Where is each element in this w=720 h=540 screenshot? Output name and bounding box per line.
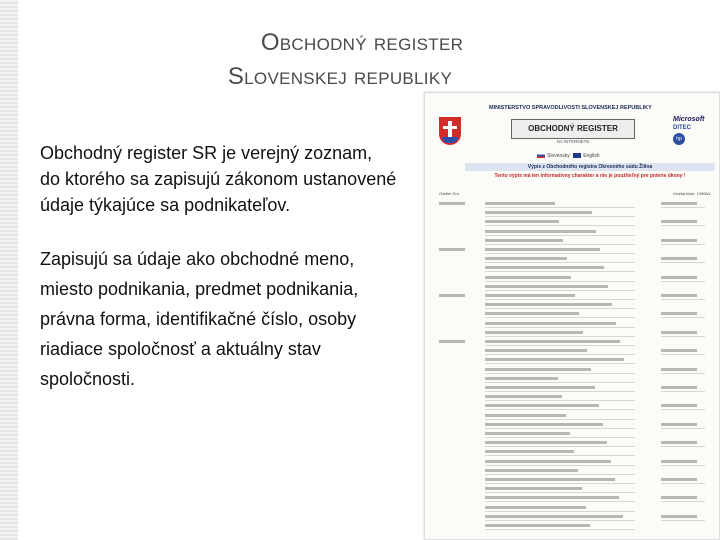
doc-scan-line — [485, 459, 635, 466]
doc-scan-line — [485, 219, 635, 226]
doc-scan-line — [485, 495, 635, 502]
doc-scan-line — [485, 321, 635, 328]
doc-scan-line — [485, 256, 635, 263]
doc-scan-date — [661, 348, 705, 355]
doc-scan-date — [661, 219, 705, 226]
hp-logo: hp — [673, 133, 685, 145]
register-extract-image — [424, 92, 720, 540]
doc-notice: Tento výpis má len informatívny charakter a nie je použiteľný pre právne úkony ! — [494, 173, 686, 179]
paragraph-1-line-2: do ktorého sa zapisujú zákonom ustanovené — [40, 169, 397, 189]
doc-register-subtitle: NA INTERNETE — [556, 139, 590, 144]
title-line-1: Obchodný register — [260, 29, 464, 56]
doc-scan-line — [485, 247, 635, 254]
doc-extract-heading: Výpis z Obchodného registra Okresného súdu Žilina — [465, 163, 715, 171]
doc-scan-line — [485, 440, 635, 447]
doc-scan-date — [661, 440, 705, 447]
microsoft-logo: Microsoft — [673, 116, 705, 123]
paragraph-1 — [40, 138, 410, 220]
doc-scan-line — [485, 394, 635, 401]
doc-scan-line — [485, 505, 635, 512]
doc-scan-line — [485, 413, 635, 420]
doc-scan-line — [485, 210, 635, 217]
doc-scan-line — [485, 275, 635, 282]
doc-register-title: OBCHODNÝ REGISTER — [511, 119, 635, 139]
doc-scan-date — [661, 403, 705, 410]
doc-scan-line — [485, 523, 635, 530]
doc-scan-line — [485, 284, 635, 291]
doc-section-row — [439, 191, 711, 196]
slide-body — [40, 138, 410, 418]
doc-scan-date — [661, 275, 705, 282]
doc-scan-line — [485, 339, 635, 346]
language-switch — [535, 153, 600, 159]
doc-scan-line — [485, 468, 635, 475]
doc-scan-date — [661, 459, 705, 466]
doc-scan-line — [485, 449, 635, 456]
uk-flag-icon — [573, 153, 581, 158]
doc-scan-date — [661, 293, 705, 300]
doc-scan-line — [485, 367, 635, 374]
doc-scan-date — [661, 477, 705, 484]
doc-scan-line — [485, 238, 635, 245]
doc-scan-line — [485, 403, 635, 410]
doc-scan-line — [485, 431, 635, 438]
doc-scan-date — [661, 201, 705, 208]
doc-scan-line — [485, 357, 635, 364]
lang-sk: Slovensky — [547, 153, 570, 159]
paragraph-1-line-3: údaje týkajúce sa podnikateľov. — [40, 195, 291, 215]
doc-scan-date — [661, 311, 705, 318]
doc-scan-date — [661, 385, 705, 392]
doc-scan-label — [439, 201, 473, 207]
doc-scan-date — [661, 330, 705, 337]
doc-scan-line — [485, 229, 635, 236]
doc-insert-label: Vložka číslo: 13908/L — [672, 191, 711, 196]
title-line-2: Slovenskej republiky — [227, 63, 453, 90]
doc-scan-date — [661, 256, 705, 263]
doc-scan-line — [485, 514, 635, 521]
doc-scan-label — [439, 293, 473, 299]
doc-scan-label — [439, 339, 473, 345]
paragraph-1-line-1: Obchodný register SR je verejný zoznam, — [40, 143, 373, 163]
doc-ministry: MINISTERSTVO SPRAVODLIVOSTI SLOVENSKEJ REPUBLIKY — [489, 105, 652, 111]
doc-scan-date — [661, 238, 705, 245]
doc-scan-line — [485, 486, 635, 493]
lang-en: English — [583, 153, 600, 159]
paragraph-2: Zapisujú sa údaje ako obchodné meno, miesto podnikania, predmet podnikania, právna forma, identifikačné číslo, osoby riadiace spoločnosť a aktuálny stav spoločnosti. — [40, 249, 359, 389]
doc-scan-line — [485, 330, 635, 337]
doc-scan-date — [661, 495, 705, 502]
doc-scan-date — [661, 422, 705, 429]
doc-scan-line — [485, 311, 635, 318]
doc-scan-line — [485, 376, 635, 383]
doc-scan-line — [485, 201, 635, 208]
doc-scan-line — [485, 302, 635, 309]
doc-scan-line — [485, 265, 635, 272]
slovak-flag-icon — [537, 153, 545, 158]
doc-scan-line — [485, 293, 635, 300]
doc-scan-line — [485, 422, 635, 429]
sponsor-logos — [673, 115, 715, 145]
doc-scan-line — [485, 348, 635, 355]
slide-title — [150, 26, 530, 94]
slovak-coat-of-arms-icon — [439, 117, 461, 145]
ditec-logo: DITEC — [673, 125, 691, 131]
decorative-rail — [0, 0, 18, 540]
doc-scan-date — [661, 514, 705, 521]
doc-scan-date — [661, 367, 705, 374]
doc-scan-line — [485, 385, 635, 392]
doc-scan-line — [485, 477, 635, 484]
doc-section-label: Oddiel: Sro — [439, 191, 460, 196]
doc-scan-label — [439, 247, 473, 253]
